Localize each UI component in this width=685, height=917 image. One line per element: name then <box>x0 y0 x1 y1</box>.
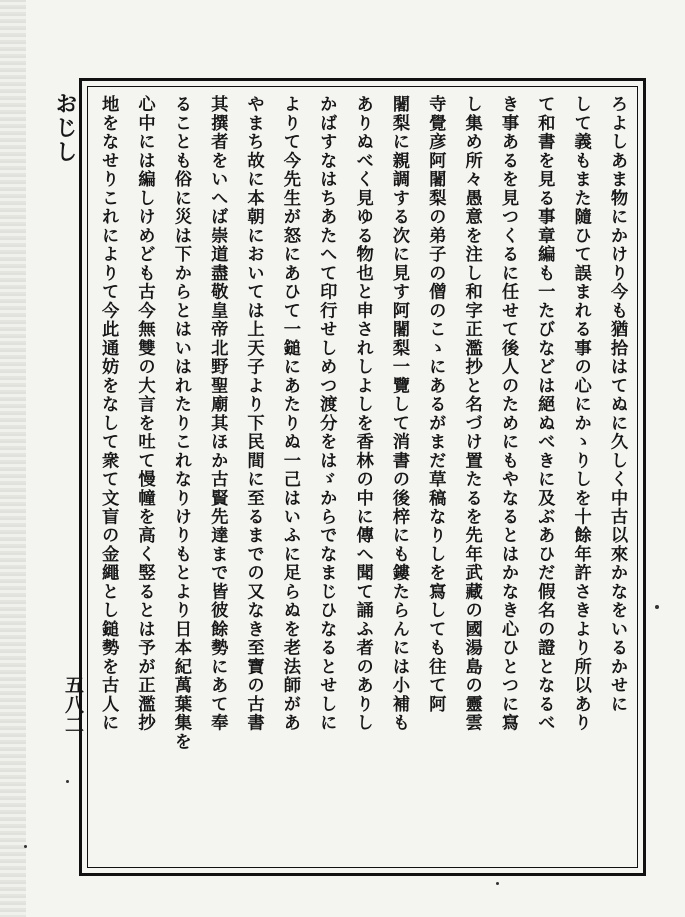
text-column: 其撰者をいへば崇道盡敬皇帝北野聖廟其ほか古賢先達まで皆彼餘勢にあて奉 <box>207 95 228 733</box>
scan-speck <box>655 605 659 609</box>
vertical-text-block <box>94 95 631 865</box>
text-column: き事あるを見つくるに任せて後人のためにもやなるとはかなき心ひとつに寫 <box>497 95 518 733</box>
text-column: やまち故に本朝においては上天子より下民間に至るまでの又なき至寶の古書 <box>243 95 264 733</box>
text-column: よりて今先生が怒にあひて一鎚にあたりぬ一己はいふに足らぬを老法師があ <box>279 95 300 733</box>
scan-speck <box>66 780 69 783</box>
binding-edge-shadow <box>0 0 26 917</box>
text-column: 心中には編しけめども古今無雙の大言を吐て慢幢を高く竪るとは予が正濫抄 <box>134 95 155 733</box>
text-column: 地をなせりこれによりて今此通妨をなして衆て文盲の金繩とし鎚勢を古人に <box>98 95 119 733</box>
text-column: 寺覺彦阿闍梨の弟子の僧のこゝにあるがまだ草稿なりしを寫しても往て阿 <box>425 95 446 714</box>
text-column: して義もまた隨ひて誤まれる事の心にかゝりしを十餘年許さきより所以あり <box>570 95 591 733</box>
text-column: し集め所々愚意を注し和字正濫抄と名づけ置たるを先年武藏の國湯島の靈雲 <box>461 95 482 733</box>
text-column: ることも俗に災は下からとはいはれたりこれなりけりもとより日本紀萬葉集を <box>170 95 191 751</box>
text-column: ろよしあま物にかけり今も猶拾はてぬに久しく中古以來かなをいるかせに <box>607 95 627 714</box>
running-header: おじし <box>52 92 78 164</box>
text-column: かばすなはちあたへて印行せしめつ渡分をはゞからでなまじひなるとせしに <box>316 95 337 733</box>
scan-speck <box>496 882 499 885</box>
text-column: ありぬべく見ゆる物也と申されしよしを香林の中に傳へ聞て誦ふ者のありし <box>352 95 373 733</box>
text-column: て和書を見る事章編も一たびなどは絕ぬべきに及ぶあひだ假名の證となるべ <box>534 95 555 733</box>
text-column: 闍梨に親調する次に見す阿闍梨一覽して消書の後梓にも鏤たらんには小補も <box>388 95 409 733</box>
scan-speck <box>24 845 27 848</box>
page-number: 五八二 <box>62 675 84 735</box>
